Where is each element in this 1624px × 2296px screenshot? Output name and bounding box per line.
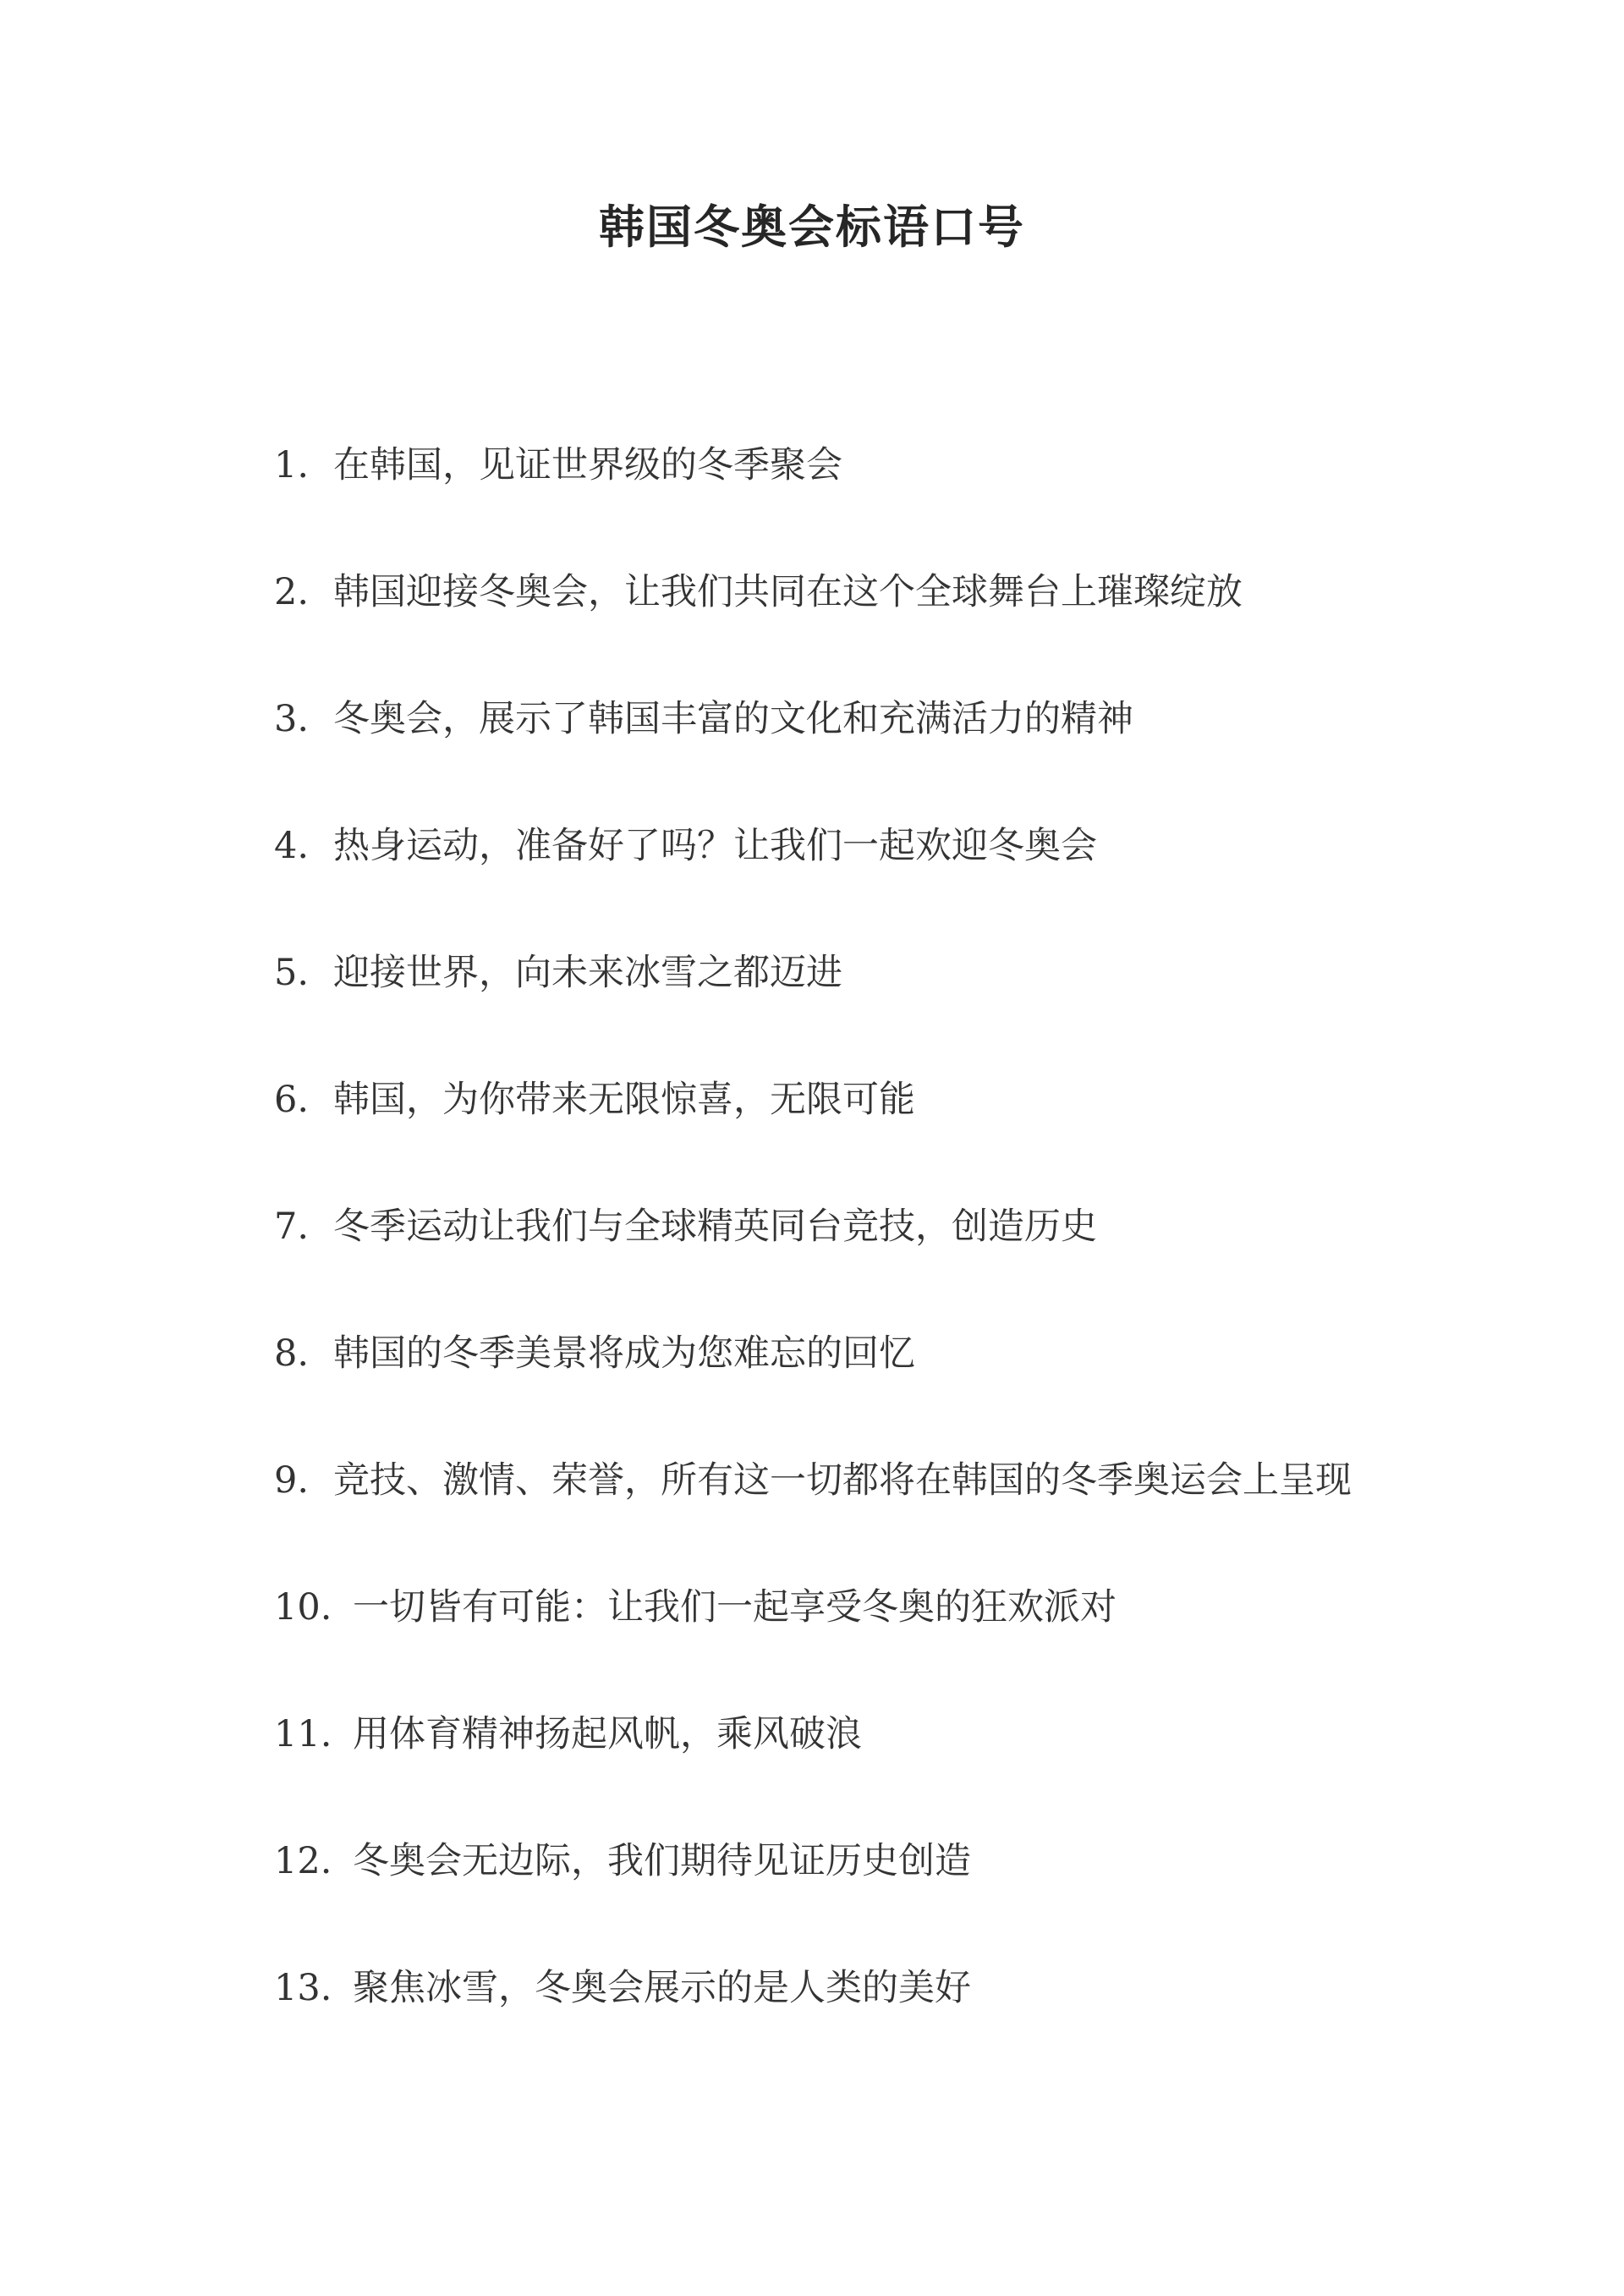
list-item [274, 687, 1543, 814]
item-text: 迎接世界，向未来冰雪之都迈进 [333, 952, 842, 994]
item-text: 竞技、激情、荣誉，所有这一切都将在韩国的冬季奥运会上呈现 [333, 1459, 1352, 1502]
item-text: 一切皆有可能：让我们一起享受冬奥的狂欢派对 [353, 1586, 1116, 1629]
list-item [274, 1068, 1543, 1195]
item-number: 10. [274, 1586, 332, 1629]
item-number: 12. [274, 1840, 332, 1882]
list-item [274, 1956, 1543, 2083]
slogan-list [274, 433, 1543, 2083]
item-number: 13. [274, 1967, 332, 2009]
item-number: 1. [274, 444, 310, 486]
item-text: 韩国的冬季美景将成为您难忘的回忆 [333, 1332, 915, 1375]
list-item [274, 1702, 1543, 1829]
list-item [274, 560, 1543, 687]
item-text: 在韩国，见证世界级的冬季聚会 [333, 444, 842, 486]
item-number: 2. [274, 571, 310, 613]
list-item [274, 433, 1543, 560]
item-number: 9. [274, 1459, 310, 1502]
list-item [274, 1575, 1543, 1702]
item-text: 冬奥会无边际，我们期待见证历史创造 [353, 1840, 971, 1882]
list-item [274, 1195, 1543, 1321]
list-item [274, 941, 1543, 1068]
list-item [274, 814, 1543, 941]
document-title: 韩国冬奥会标语口号 [599, 200, 1025, 254]
item-number: 11. [274, 1713, 332, 1755]
item-text: 韩国，为你带来无限惊喜，无限可能 [333, 1079, 915, 1121]
item-number: 6. [274, 1079, 310, 1121]
item-number: 8. [274, 1332, 310, 1375]
list-item [274, 1321, 1543, 1448]
list-item [274, 1448, 1543, 1575]
item-number: 5. [274, 952, 310, 994]
item-number: 3. [274, 698, 310, 740]
list-item [274, 1829, 1543, 1956]
item-text: 韩国迎接冬奥会，让我们共同在这个全球舞台上璀璨绽放 [333, 571, 1243, 613]
item-text: 热身运动，准备好了吗？让我们一起欢迎冬奥会 [333, 825, 1097, 867]
item-number: 4. [274, 825, 310, 867]
item-text: 冬奥会，展示了韩国丰富的文化和充满活力的精神 [333, 698, 1133, 740]
item-number: 7. [274, 1206, 310, 1248]
item-text: 冬季运动让我们与全球精英同台竞技，创造历史 [333, 1206, 1097, 1248]
item-text: 聚焦冰雪，冬奥会展示的是人类的美好 [353, 1967, 971, 2009]
item-text: 用体育精神扬起风帆，乘风破浪 [353, 1713, 862, 1755]
